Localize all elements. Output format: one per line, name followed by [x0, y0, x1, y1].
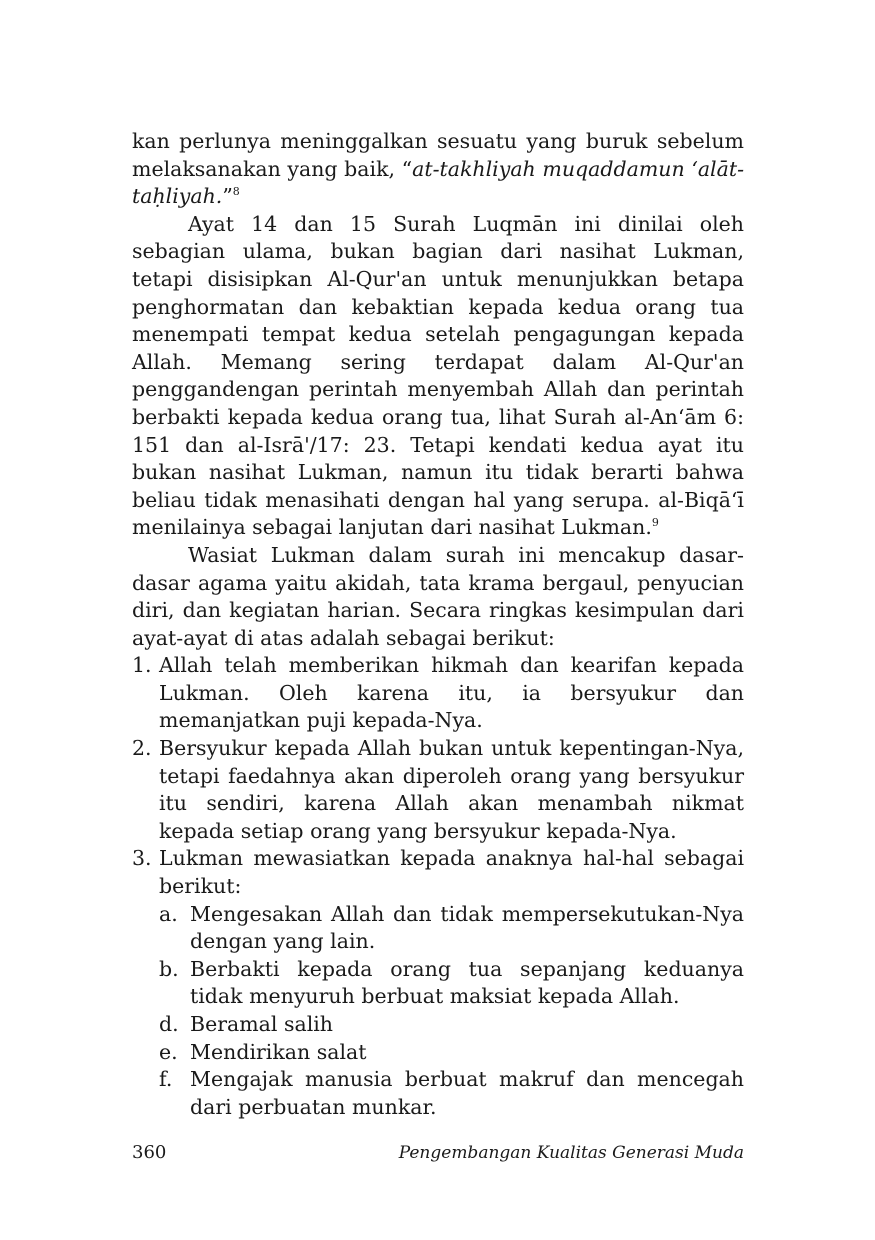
- list-number: 1.: [132, 653, 152, 678]
- list-number: 2.: [132, 736, 152, 761]
- running-title: Pengembangan Kualitas Generasi Muda: [398, 1143, 744, 1163]
- sublist-item-text: Mengesakan Allah dan tidak mempersekutukan-Nya dengan yang lain.: [190, 901, 744, 954]
- footnote-ref-9: 9: [651, 516, 659, 530]
- sublist-item: [159, 901, 744, 956]
- lettered-sublist: [159, 901, 744, 1122]
- numbered-list: [132, 652, 744, 1121]
- sublist-item: [159, 1011, 744, 1039]
- sublist-item-text: Berbakti kepada orang tua sepanjang keduanya tidak menyuruh berbuat maksiat kepada Allah.: [190, 956, 744, 1009]
- paragraph-2: Ayat 14 dan 15 Surah Luqmān ini dinilai oleh sebagian ulama, bukan bagian dari nasihat Lukman, tetapi disisipkan Al-Qur'an untuk menunjukkan betapa penghormatan dan kebaktian kepada kedua orang tua menempati tempat kedua setelah pengagungan kepada Allah. Memang sering terdapat dalam Al-Qur'an penggandengan perintah menyembah Allah dan perintah berbakti kepada kedua orang tua, lihat Surah al-An‘ām 6: 151 dan al-Isrā'/17: 23. Tetapi kendati kedua ayat itu bukan nasihat Lukman, namun itu tidak berarti bahwa beliau tidak menasihati dengan hal yang serupa. al-Biqā‘ī menilainya sebagai lanjutan dari nasihat Lukman.$^9$: [132, 211, 744, 540]
- list-item: [132, 845, 744, 1121]
- list-item-text: Allah telah memberikan hikmah dan kearifan kepada Lukman. Oleh karena itu, ia bersyukur dan memanjatkan puji kepada-Nya.: [159, 653, 744, 733]
- page-body: [132, 128, 744, 1121]
- sublist-letter: b.: [159, 956, 179, 981]
- sublist-item: [159, 1066, 744, 1121]
- footnote-ref-8: 8: [232, 185, 240, 199]
- sublist-item-text: Mengajak manusia berbuat makruf dan mencegah dari perbuatan munkar.: [190, 1067, 744, 1119]
- page-number: 360: [132, 1142, 167, 1163]
- sublist-item-text: Beramal salih: [190, 1012, 334, 1036]
- list-item-text: Lukman mewasiatkan kepada anaknya hal-hal sebagai berikut:: [159, 846, 744, 899]
- paragraph-3: Wasiat Lukman dalam surah ini mencakup dasar-dasar agama yaitu akidah, tata krama bergaul, penyucian diri, dan kegiatan harian. Secara ringkas kesimpulan dari ayat-ayat di atas adalah sebagai berikut:: [132, 542, 744, 650]
- sublist-letter: a.: [159, 901, 178, 926]
- list-number: 3.: [132, 846, 152, 871]
- sublist-item-text: Mendirikan salat: [190, 1039, 367, 1064]
- list-item-text: Bersyukur kepada Allah bukan untuk kepentingan-Nya, tetapi faedahnya akan diperoleh orang yang bersyukur itu sendiri, karena Allah akan menambah nikmat kepada setiap orang yang bersyukur kepada-Nya.: [159, 736, 744, 843]
- list-item: [132, 652, 744, 735]
- paragraph-1: kan perlunya meninggalkan sesuatu yang buruk sebelum melaksanakan yang baik, “at-takhliyah muqaddamun ‘alāt-taḥliyah.”$^8$: [132, 129, 744, 209]
- sublist-letter: f.: [159, 1067, 173, 1092]
- list-item: [132, 735, 744, 845]
- sublist-letter: e.: [159, 1039, 178, 1064]
- quote-transliteration: at-takhliyah muqaddamun ‘alāt-taḥliyah.: [132, 156, 744, 209]
- sublist-item: [159, 956, 744, 1011]
- sublist-letter: d.: [159, 1012, 179, 1036]
- sublist-item: [159, 1039, 744, 1067]
